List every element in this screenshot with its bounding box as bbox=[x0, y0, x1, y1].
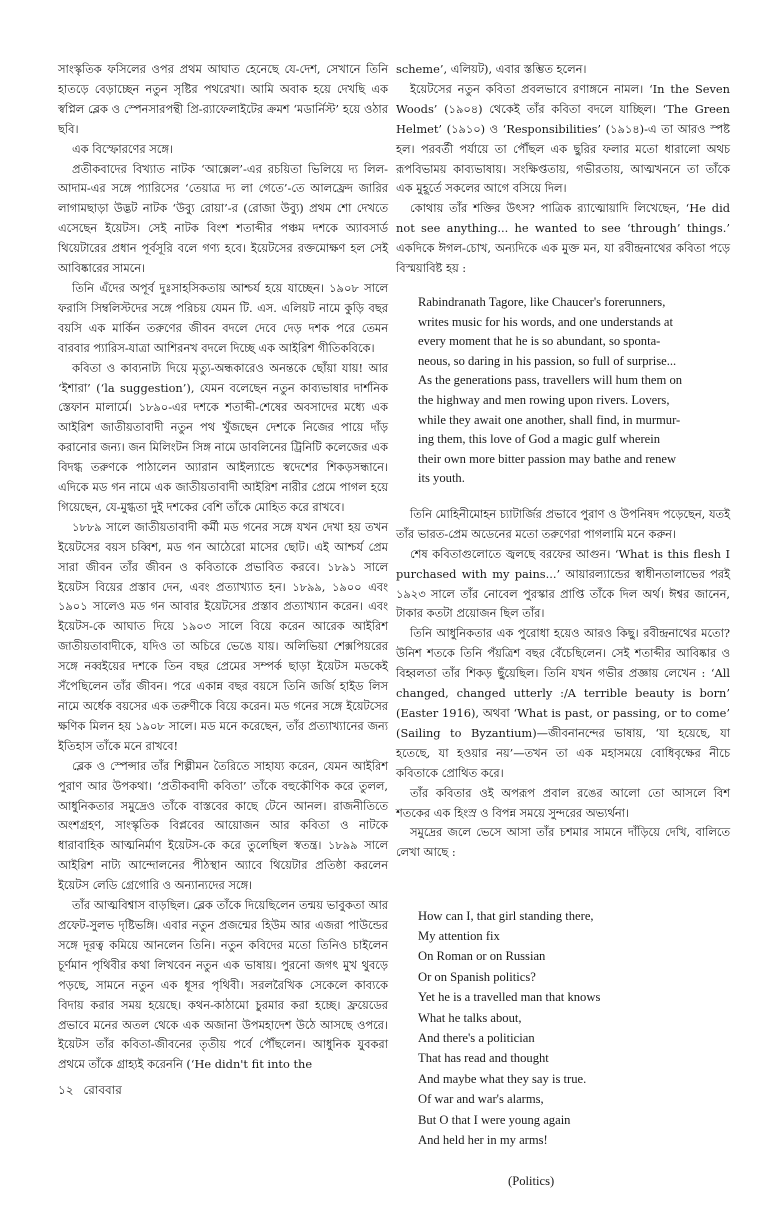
paragraph: তাঁর আত্মবিশ্বাস বাড়ছিল। ব্লেক তাঁকে দিয়েছিলেন তন্ময় ভাবুকতা আর প্রফেট-সুলভ দৃষ্টিভঙ্গি। এবার নতুন প্রজন্মের হিউম আর এজরা পাউন্ডের সঙ্গে দূরত্ব কমিয়ে আনলেন তিনি। নতুন কবিদের মতো তিনিও চাইলেন চূর্ণমান পৃথিবীর কথা লিখবেন নতুন এক ভাষায়। পুরনো জগৎ মুখ থুবড়ে পড়ছে, সামনে নতুন এক ধূসর পৃথিবী। সরলরৈখিক সেকেলে কাব্যকে বিদায় করার সময় হয়েছে। কথন-কাঠামো চুরমার করা হচ্ছে। ফ্রয়েডের প্রভাবে মনের অতল থেকে এক অজানা উপমহাদেশ উঠে আসছে ওপরে। ইয়েটস তাঁর কবিতা-জীবনের তৃতীয় পর্বে পৌঁছলেন। আধুনিক যুবকরা প্রথমে তাঁকে গ্রাহ্যই করেননি (‘He didn't fit into the bbox=[58, 898, 388, 1072]
page-number: ১২ bbox=[58, 1083, 74, 1097]
tagore-quote: Rabindranath Tagore, like Chaucer's forerunners, writes music for his words, and one understands at every moment that he is so abundant, so sponta- neous, so daring in his passion, so full of surprise... As the generations pass, travellers will hum them on the highway and men rowing upon rivers. Lovers, while they await one another, shall find, in murmur- ing them, this love of God a magic gulf wherein their own more bitter passion may bathe and renew its youth. bbox=[418, 294, 683, 486]
paragraph: প্রতীকবাদের বিখ্যাত নাটক ‘আক্সেল’-এর রচয়িতা ভিলিয়ে দ্য লিল-আদাম-এর সঙ্গে প্যারিসের ‘তেয়াত্র দ্য লা গেতে’-তে আলফ্রেদ জারির লাগামছাড়া উদ্ভট নাটক ‘উব্যু রোয়া’-র (রোজা উব্যু) প্রথম শো দেখতে এসেছেন ইয়েটস। সেই নাটক বিংশ শতাব্দীর পঞ্চম দশকে অ্যাবসার্ড থিয়েটারের প্রধান পূর্বসূরি বলে গণ্য হবে। ইয়েটসের রক্তমোক্ষণ হল সেই আবিষ্কারের সামনে। bbox=[58, 161, 388, 276]
poem-title: (Politics) bbox=[508, 1173, 555, 1188]
paragraph: সাংস্কৃতিক ফসিলের ওপর প্রথম আঘাত হেনেছে যে-দেশ, সেখানে তিনি হাতড়ে বেড়াচ্ছেন নতুন সৃষ্টির পথরেখা। আমি অবাক হয়ে দেখছি এক স্বপ্নিল ব্লেক ও স্পেনসারপন্থী প্রি-র‍্যাফেলাইটের ক্রমশ ‘মডার্নিস্ট’ হয়ে ওঠার ছবি। bbox=[58, 62, 388, 136]
poem-lines: How can I, that girl standing there, My attention fix On Roman or on Russian Or on Spanish politics? Yet he is a travelled man that knows What he talks about, And there's a politician That has read and thought And maybe what they say is true. Of war and war's alarms, But O that I were young again And held her in my arms! bbox=[418, 908, 601, 1148]
poem-block bbox=[418, 885, 730, 1212]
paragraph: ১৮৮৯ সালে জাতীয়তাবাদী কর্মী মড গনের সঙ্গে যখন দেখা হয় তখন ইয়েটসের বয়স চব্বিশ, মড গন আঠেরো মাসের ছোট। এই আশ্চর্য প্রেম সারা জীবন তাঁর জীবন ও কবিতাকে প্রভাবিত করবে। ১৮৯১ সালে ইয়েটস বিয়ের প্রস্তাব দেন, এবং প্রত্যাখ্যাত হন। ১৮৯৯, ১৯০০ এবং ১৯০১ সালেও মড গন আবার ইয়েটসের প্রস্তাব প্রত্যাখ্যান করেন। এবং ইয়েটস-কে আঘাত দিয়ে ১৯০৩ সালে বিয়ে করেন আরেক আইরিশ জাতীয়তাবাদীকে, যদিও তা অচিরে ভেঙে যায়। অলিভিয়া শেক্সপিয়রের সঙ্গে নব্বইয়ের দশকে তিন বছর প্রেমের সম্পর্ক ছাড়া ইয়েটস মডকেই সঁপেছিলেন তাঁর জীবন। পরে একান্ন বছর বয়সে তিনি জর্জি হাইড লিস নামে অর্ধেক বয়সের এক তরুণীকে বিয়ে করেন। মড গনের সঙ্গে ইয়েটসের ক্ষণিক মিলন হয় ১৯০৮ সালে। মড মনে করেছেন, তাঁর প্রত্যাখ্যানের জন্য ইতিহাস তাঁকে মনে রাখবে! bbox=[58, 519, 388, 753]
page-footer bbox=[58, 1082, 128, 1102]
paragraph: সমুদ্রের জলে ভেসে আসা তাঁর চশমার সামনে দাঁড়িয়ে দেখি, বালিতে লেখা আছে : bbox=[396, 825, 730, 860]
paragraph: শেষ কবিতাগুলোতে জ্বলছে বরফের আগুন। ‘What is this flesh I purchased with my pains...’ আয়ারল্যান্ডের স্বাধীনতালাভের পরই ১৯২৩ সালে তাঁর নোবেল পুরস্কার প্রাপ্তি তাঁকে দিল অর্থ। ঈশ্বর জানেন, টাকার কতটা প্রয়োজন ছিল তাঁর। bbox=[396, 546, 730, 621]
paragraph: তিনি মোহিনীমোহন চ্যাটার্জির প্রভাবে পুরাণ ও উপনিষদ পড়েছেন, যতই তাঁর ভারত-প্রেম অডেনের মতো তরুণেরা পাগলামি মনে করুন। bbox=[396, 506, 730, 541]
paragraph: ইয়েটসের নতুন কবিতা প্রবলভাবে রণাঙ্গনে নামল। ‘In the Seven Woods’ (১৯০৪) থেকেই তাঁর কবিতা বদলে যাচ্ছিল। ‘The Green Helmet’ (১৯১০) ও ‘Responsibilities’ (১৯১৪)-এ তা আরও স্পষ্ট হল। পরবর্তী পর্যায়ে তা পৌঁছল এক ছুরির ফলার মতো ধারালো অথচ রূপবিভাময় কাব্যভাষায়। সংক্ষিপ্ততায়, গভীরতায়, আত্মখননে তা তাঁকে এক মুহূর্তে সকলের আগে বসিয়ে দিল। bbox=[396, 81, 730, 196]
paragraph: কোথায় তাঁর শক্তির উৎস? পাত্রিক র‍্যাত্মোয়াদি লিখেছেন, ‘He did not see anything... he wanted to see ‘through’ things.’ একদিকে ঈগল-চোখ, অন্যদিকে এক মুক্ত মন, যা রবীন্দ্রনাথের কবিতা পড়ে বিস্ময়াবিষ্ট হয় : bbox=[396, 201, 730, 276]
paragraph: তিনি আধুনিকতার এক পুরোধা হয়েও আরও কিছু। রবীন্দ্রনাথের মতো? উনিশ শতকে তিনি পঁয়ত্রিশ বছর বেঁচেছিলেন। সেই শতাব্দীর আবিষ্কার ও বিহ্বলতা তাঁর শিকড় ছুঁয়েছিল। তিনি যখন গভীর প্রজ্ঞায় লেখেন : ‘All changed, changed utterly :/A terrible beauty is born’ (Easter 1916), অথবা ‘What is past, or passing, or to come’ (Sailing to Byzantium)—জীবনানন্দের ভাষায়, ‘যা হয়েছে, যা হতেছে, যা হওয়ার নয়’—তখন তা এক মহাসময়ে বোধিবৃক্ষের নীচে কবিতাকে প্রোথিত করে। bbox=[396, 626, 730, 780]
paragraph: কবিতা ও কাব্যনাট্য দিয়ে মৃত্যু-অন্ধকারেও অনন্তকে ছোঁয়া যায়! আর ‘ইশারা’ (‘la suggestion’), যেমন বলেছেন নতুন কাব্যভাষার দার্শনিক স্তেফান মালার্মে। ১৮৯০-এর দশকে শতাব্দী-শেষের অবসাদের মধ্যে এক আইরিশ জাতীয়তাবাদী নতুন পথ খুঁজছেন দেশকে নিজের পায়ে দাঁড় করানোর জন্য। জন মিলিংটন সিঙ্গ নামে ডাবলিনের ট্রিনিটি কলেজের এক বিদগ্ধ তরুণকে পাঠালেন অ্যারান আইল্যান্ডে স্বদেশের শিকড়সন্ধানে। এদিকে মড গন নামে এক জাতীয়তাবাদী আইরিশ নারীর প্রেমে পাগল হয়ে গিয়েছেন, যে-মুগ্ধতা দুই দশকের বেশি তাঁকে মোহিত করে রাখবে। bbox=[58, 360, 388, 514]
paragraph: ব্লেক ও স্পেন্সার তাঁর শিল্পীমন তৈরিতে সাহায্য করেন, যেমন আইরিশ পুরাণ আর উপকথা। ‘প্রতীকবাদী কবিতা’ তাঁকে বহুকৌণিক করে তুলল, আধুনিকতার সমুদ্রেও তাঁকে বাস্তবের কাছে টেনে আনল। রাজনীতিতে অংশগ্রহণ, সাংস্কৃতিক বিপ্লবের আয়োজন আর কবিতা ও নাটকে ধারাবাহিক আত্মনির্মাণ ইয়েটস-কে করে তুলেছিল স্বতন্ত্র। ১৮৯৯ সালে আইরিশ নাট্য আন্দোলনের পীঠস্থান অ্যাবে থিয়েটার প্রতিষ্ঠা করলেন ইয়েটস লেডি গ্রেগোরি ও অন্যান্যদের সঙ্গে। bbox=[58, 758, 388, 893]
paragraph: এক বিস্ফোরণের সঙ্গে। bbox=[72, 141, 173, 156]
paragraph: তিনি এঁদের অপূর্ব দুঃসাহসিকতায় আশ্চর্য হয়ে যাচ্ছেন। ১৯০৮ সালে ফরাসি সিম্বলিস্টদের সঙ্গে পরিচয় যেমন টি. এস. এলিয়ট নামে কুড়ি বছর বয়সি এক মার্কিন তরুণের জীবন বদলে দেবে দেড় দশক পরে তেমন বারবার প্যারিস-যাত্রা আশিরনখ বদলে দিচ্ছে এক আইরিশ গীতিকবিকে। bbox=[58, 280, 388, 355]
paragraph: তাঁর কবিতার ওই অপরূপ প্রবাল রঙের আলো তো আসলে বিশ শতকের এক হিংস্র ও বিপন্ন সময়ে সুন্দরের অভ্যর্থনা। bbox=[396, 785, 730, 820]
section-name: রোববার bbox=[83, 1083, 122, 1097]
left-column bbox=[58, 60, 388, 1075]
right-column bbox=[396, 60, 730, 1212]
paragraph: scheme’, এলিয়ট), এবার স্তম্ভিত হলেন। bbox=[396, 62, 587, 76]
